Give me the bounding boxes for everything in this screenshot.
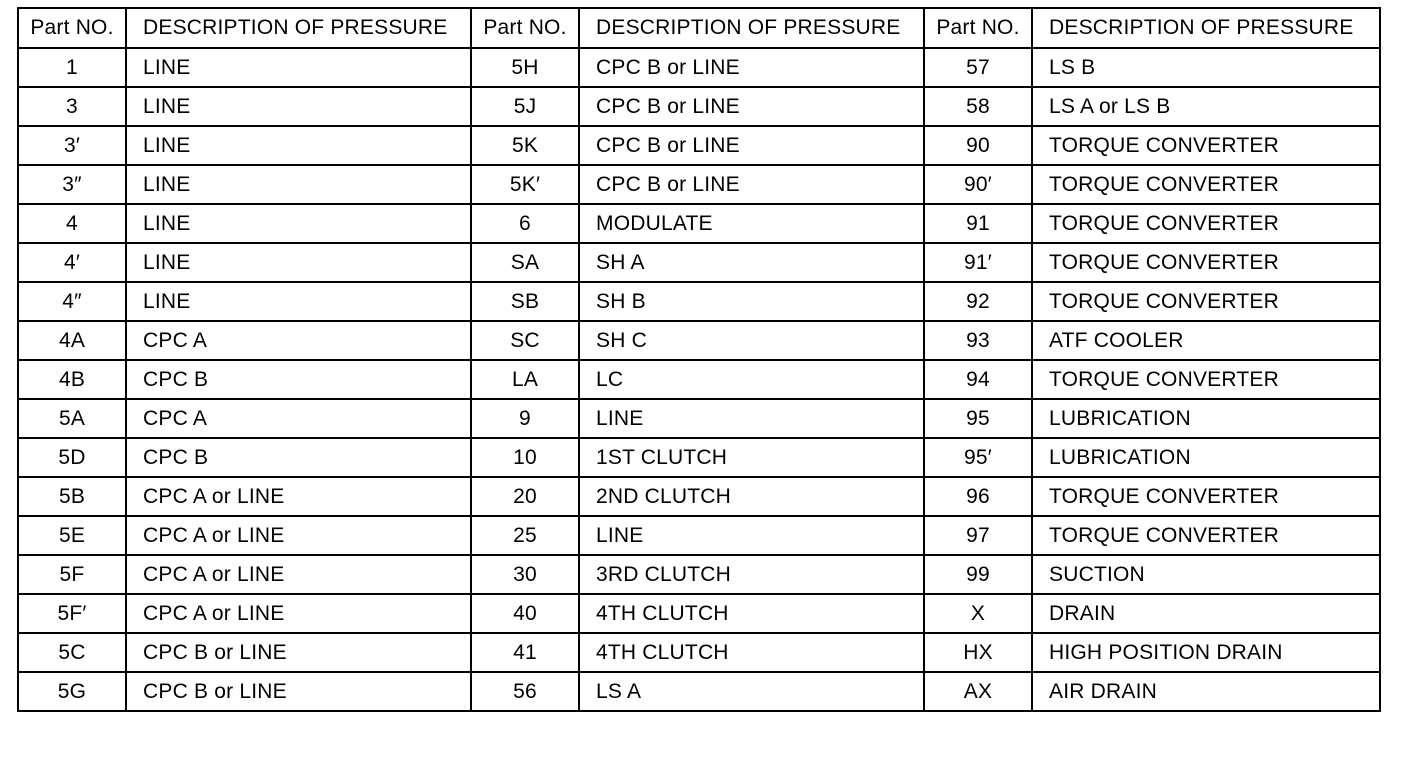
pressure-description-cell: CPC B or LINE	[126, 633, 471, 672]
pressure-description-cell: LINE	[126, 87, 471, 126]
table-row	[18, 360, 1380, 399]
part-number-cell: 90	[924, 126, 1032, 165]
pressure-description-cell: CPC B or LINE	[579, 87, 924, 126]
part-number-cell: 4′	[18, 243, 126, 282]
part-number-cell: 30	[471, 555, 579, 594]
pressure-description-cell: CPC B or LINE	[579, 165, 924, 204]
pressure-description-cell: CPC A or LINE	[126, 594, 471, 633]
part-number-cell: 3′	[18, 126, 126, 165]
part-number-cell: 4″	[18, 282, 126, 321]
pressure-description-cell: 2ND CLUTCH	[579, 477, 924, 516]
part-number-cell: 9	[471, 399, 579, 438]
part-number-cell: 58	[924, 87, 1032, 126]
part-number-cell: 41	[471, 633, 579, 672]
part-number-cell: 97	[924, 516, 1032, 555]
part-number-cell: 4	[18, 204, 126, 243]
pressure-description-cell: CPC A	[126, 321, 471, 360]
pressure-description-cell: 4TH CLUTCH	[579, 594, 924, 633]
pressure-description-cell: LINE	[126, 282, 471, 321]
part-number-cell: 94	[924, 360, 1032, 399]
part-number-cell: 20	[471, 477, 579, 516]
part-number-cell: SC	[471, 321, 579, 360]
part-number-cell: 10	[471, 438, 579, 477]
part-number-cell: SA	[471, 243, 579, 282]
part-number-cell: 91	[924, 204, 1032, 243]
pressure-description-cell: LINE	[579, 399, 924, 438]
part-number-cell: AX	[924, 672, 1032, 711]
header-part-no: Part NO.	[471, 8, 579, 48]
part-number-cell: 91′	[924, 243, 1032, 282]
pressure-description-cell: TORQUE CONVERTER	[1032, 282, 1380, 321]
part-number-cell: 5J	[471, 87, 579, 126]
part-number-cell: 5F′	[18, 594, 126, 633]
table-body	[18, 48, 1380, 711]
part-number-cell: 6	[471, 204, 579, 243]
pressure-description-cell: 3RD CLUTCH	[579, 555, 924, 594]
part-number-cell: 95	[924, 399, 1032, 438]
pressure-description-cell: LC	[579, 360, 924, 399]
header-description: DESCRIPTION OF PRESSURE	[579, 8, 924, 48]
pressure-description-cell: AIR DRAIN	[1032, 672, 1380, 711]
part-number-cell: 56	[471, 672, 579, 711]
pressure-description-cell: SUCTION	[1032, 555, 1380, 594]
pressure-description-cell: LINE	[126, 204, 471, 243]
pressure-description-cell: TORQUE CONVERTER	[1032, 360, 1380, 399]
header-description: DESCRIPTION OF PRESSURE	[1032, 8, 1380, 48]
header-part-no: Part NO.	[18, 8, 126, 48]
pressure-description-cell: TORQUE CONVERTER	[1032, 516, 1380, 555]
table-row	[18, 204, 1380, 243]
pressure-description-cell: CPC B	[126, 360, 471, 399]
part-number-cell: 95′	[924, 438, 1032, 477]
part-number-cell: 4B	[18, 360, 126, 399]
table-row	[18, 555, 1380, 594]
table-row	[18, 87, 1380, 126]
pressure-description-cell: LS B	[1032, 48, 1380, 87]
part-number-cell: 5D	[18, 438, 126, 477]
part-number-cell: 5K′	[471, 165, 579, 204]
pressure-description-cell: LINE	[126, 126, 471, 165]
table-row	[18, 438, 1380, 477]
pressure-description-cell: 4TH CLUTCH	[579, 633, 924, 672]
pressure-description-cell: LINE	[126, 48, 471, 87]
part-number-cell: 5B	[18, 477, 126, 516]
header-description: DESCRIPTION OF PRESSURE	[126, 8, 471, 48]
table-row	[18, 399, 1380, 438]
part-number-cell: 99	[924, 555, 1032, 594]
pressure-description-cell: TORQUE CONVERTER	[1032, 204, 1380, 243]
pressure-description-cell: LUBRICATION	[1032, 438, 1380, 477]
pressure-description-cell: LUBRICATION	[1032, 399, 1380, 438]
header-row	[18, 8, 1380, 48]
part-number-cell: LA	[471, 360, 579, 399]
table-row	[18, 126, 1380, 165]
pressure-description-cell: CPC A or LINE	[126, 516, 471, 555]
part-number-cell: 90′	[924, 165, 1032, 204]
part-number-cell: 92	[924, 282, 1032, 321]
pressure-description-cell: TORQUE CONVERTER	[1032, 243, 1380, 282]
pressure-description-cell: CPC B	[126, 438, 471, 477]
part-number-cell: 5F	[18, 555, 126, 594]
pressure-table	[17, 7, 1381, 712]
pressure-description-cell: TORQUE CONVERTER	[1032, 165, 1380, 204]
table-row	[18, 243, 1380, 282]
pressure-description-cell: LS A or LS B	[1032, 87, 1380, 126]
header-part-no: Part NO.	[924, 8, 1032, 48]
pressure-description-cell: CPC B or LINE	[579, 126, 924, 165]
table-row	[18, 477, 1380, 516]
part-number-cell: 25	[471, 516, 579, 555]
part-number-cell: HX	[924, 633, 1032, 672]
part-number-cell: 93	[924, 321, 1032, 360]
pressure-description-cell: ATF COOLER	[1032, 321, 1380, 360]
part-number-cell: 5C	[18, 633, 126, 672]
pressure-description-cell: CPC B or LINE	[579, 48, 924, 87]
part-number-cell: 4A	[18, 321, 126, 360]
table-row	[18, 633, 1380, 672]
part-number-cell: 3	[18, 87, 126, 126]
pressure-description-cell: HIGH POSITION DRAIN	[1032, 633, 1380, 672]
table-row	[18, 321, 1380, 360]
pressure-description-cell: CPC B or LINE	[126, 672, 471, 711]
part-number-cell: 5A	[18, 399, 126, 438]
table-row	[18, 165, 1380, 204]
part-number-cell: 3″	[18, 165, 126, 204]
pressure-description-cell: DRAIN	[1032, 594, 1380, 633]
pressure-description-cell: CPC A or LINE	[126, 477, 471, 516]
pressure-description-cell: SH C	[579, 321, 924, 360]
part-number-cell: SB	[471, 282, 579, 321]
table-row	[18, 594, 1380, 633]
part-number-cell: 96	[924, 477, 1032, 516]
pressure-description-cell: CPC A	[126, 399, 471, 438]
table-row	[18, 672, 1380, 711]
pressure-description-cell: LS A	[579, 672, 924, 711]
part-number-cell: 57	[924, 48, 1032, 87]
part-number-cell: 40	[471, 594, 579, 633]
part-number-cell: X	[924, 594, 1032, 633]
table-row	[18, 282, 1380, 321]
pressure-description-cell: TORQUE CONVERTER	[1032, 477, 1380, 516]
pressure-description-cell: CPC A or LINE	[126, 555, 471, 594]
pressure-description-cell: SH B	[579, 282, 924, 321]
pressure-description-cell: MODULATE	[579, 204, 924, 243]
pressure-description-cell: SH A	[579, 243, 924, 282]
part-number-cell: 5K	[471, 126, 579, 165]
pressure-description-cell: LINE	[126, 243, 471, 282]
table-row	[18, 48, 1380, 87]
pressure-description-cell: LINE	[126, 165, 471, 204]
pressure-description-cell: TORQUE CONVERTER	[1032, 126, 1380, 165]
pressure-description-cell: 1ST CLUTCH	[579, 438, 924, 477]
pressure-description-cell: LINE	[579, 516, 924, 555]
part-number-cell: 5E	[18, 516, 126, 555]
table-row	[18, 516, 1380, 555]
part-number-cell: 5H	[471, 48, 579, 87]
table-header	[18, 8, 1380, 48]
part-number-cell: 5G	[18, 672, 126, 711]
part-number-cell: 1	[18, 48, 126, 87]
